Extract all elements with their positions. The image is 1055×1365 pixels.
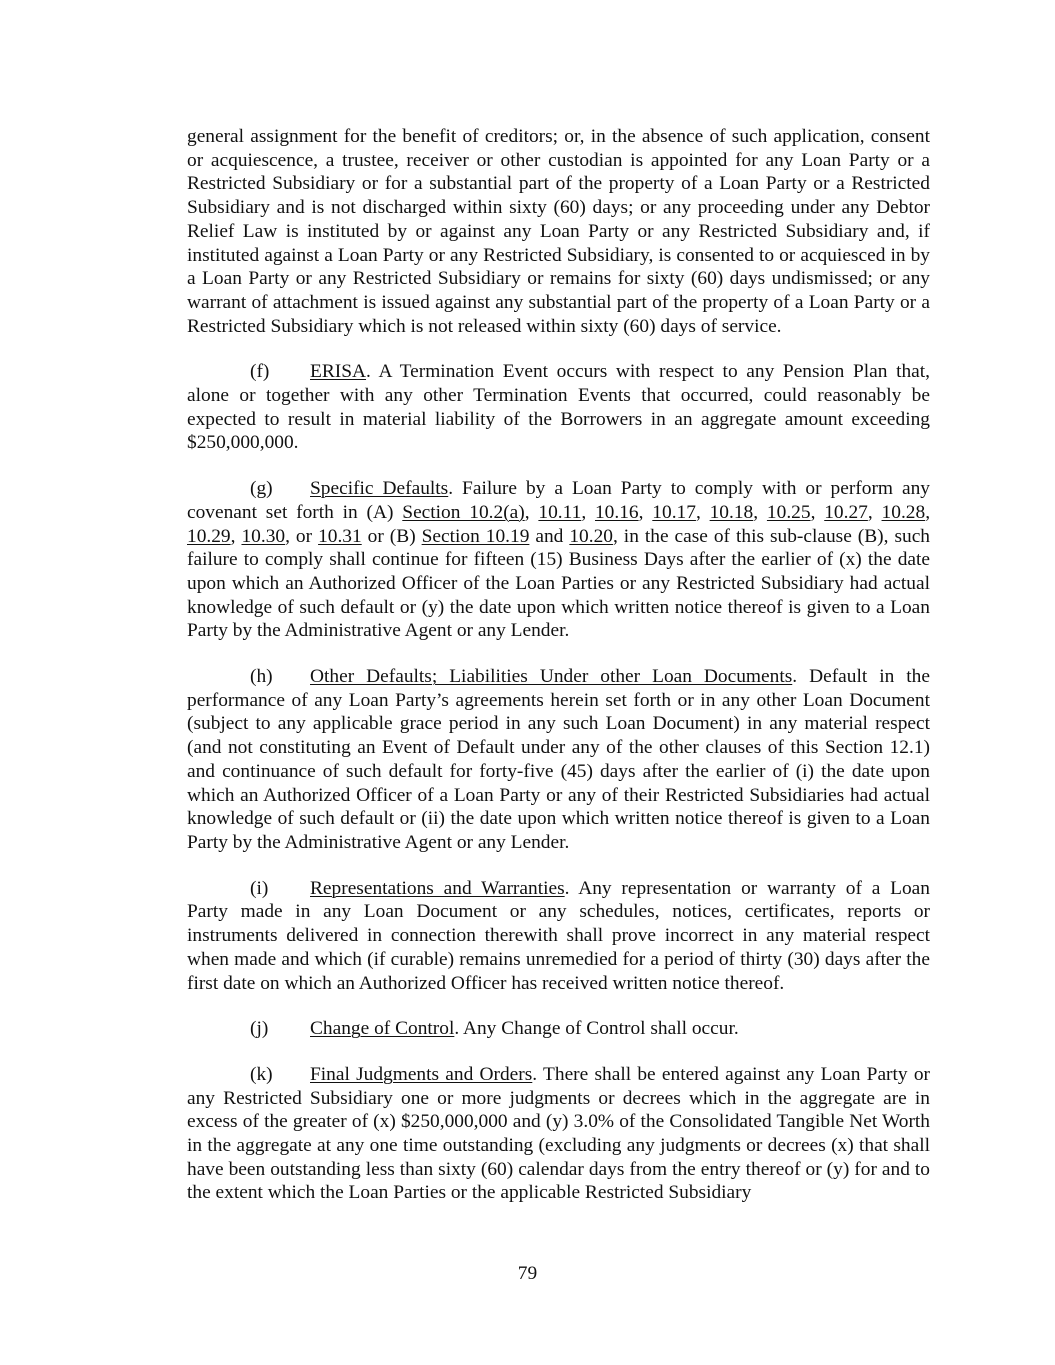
clause-j-text: . Any Change of Control shall occur. — [454, 1018, 739, 1040]
clause-f-text: . A Termination Event occurs with respect to any Pension Plan that, alone or together with any other Termination Events that occurred, could reasonably be expected to result in material liability of the Borrowers in an aggregate amount exceeding $250,000,000. — [187, 361, 930, 454]
clause-i-heading: Representations and Warranties — [310, 877, 565, 899]
section-ref: Section 10.19 — [421, 525, 530, 547]
clause-k — [187, 1063, 930, 1205]
clause-f-marker: (f) — [250, 361, 270, 383]
section-ref: 10.29 — [187, 525, 231, 547]
clause-i-marker: (i) — [250, 877, 269, 899]
section-ref: 10.20 — [569, 525, 613, 547]
section-ref: 10.31 — [318, 525, 362, 547]
clause-g-marker: (g) — [250, 478, 273, 500]
section-ref: Section 10.2(a) — [402, 501, 525, 523]
document-body — [187, 125, 930, 1205]
clause-h-heading: Other Defaults; Liabilities Under other Loan Documents — [310, 666, 793, 688]
section-ref: 10.16 — [594, 501, 639, 523]
clause-h — [187, 665, 930, 855]
clause-i — [187, 877, 930, 996]
section-ref: 10.25 — [766, 501, 811, 523]
page-number: 79 — [517, 1263, 538, 1284]
clause-i-text: . Any representation or warranty of a Loan Party made in any Loan Document or any schedules, notices, certificates, reports or instruments delivered in connection therewith shall prove incorrect in any material respect when made and which (if curable) remains unremedied for a period of thirty (30) days after the first date on which an Authorized Officer has received written notice thereof. — [187, 877, 930, 994]
clause-g: (g) Specific Defaults. Failure by a Loan Party to comply with or perform any covenant set forth in (A) Section 10.2(a), 10.11, 10.16, 10.17, 10.18, 10.25, 10.27, 10.28, 10.29, 10.30, or 10.31 or (B) Section 10.19 and 10.20, in the case of this sub-clause (B), such failure to comply shall continue for fifteen (15) Business Days after the earlier of (x) the date upon which an Authorized Officer of the Loan Parties or any Restricted Subsidiary had actual knowledge of such default or (y) the date upon which written notice thereof is given to a Loan Party by the Administrative Agent or any Lender. — [187, 478, 931, 642]
clause-f-heading: ERISA — [310, 361, 367, 383]
clause-j — [187, 1017, 930, 1041]
clause-j-heading: Change of Control — [310, 1018, 455, 1040]
section-ref: 10.17 — [652, 501, 696, 523]
section-ref: 10.18 — [709, 501, 754, 523]
clause-g-heading: Specific Defaults — [310, 478, 449, 500]
section-ref: 10.28 — [881, 501, 926, 523]
clause-k-heading: Final Judgments and Orders — [310, 1063, 533, 1085]
clause-j-marker: (j) — [250, 1018, 269, 1040]
intro-paragraph — [187, 125, 930, 338]
intro-text: general assignment for the benefit of creditors; or, in the absence of such application, consent or acquiescence, a trustee, receiver or other custodian is appointed for any Loan Party or a Restricted Subsidiary or for a substantial part of the property of a Loan Party or a Restricted Subsidiary and is not discharged within sixty (60) days; or any proceeding under any Debtor Relief Law is instituted by or against any Loan Party or any Restricted Subsidiary and, if instituted against a Loan Party or any Restricted Subsidiary, is consented to or acquiesced in by a Loan Party or any Restricted Subsidiary or remains for sixty (60) days undismissed; or any warrant of attachment is issued against any substantial part of the property of a Loan Party or a Restricted Subsidiary which is not released within sixty (60) days of service. — [187, 126, 930, 337]
section-ref: 10.11 — [538, 501, 582, 523]
clause-f — [187, 360, 930, 455]
clause-h-marker: (h) — [250, 666, 273, 688]
clause-g-text: . Failure by a Loan Party to comply with or perform any covenant set forth in (A) — [187, 478, 930, 523]
clause-k-marker: (k) — [250, 1063, 273, 1085]
section-ref: 10.27 — [824, 501, 868, 523]
clause-g-text-continued: , in the case of this sub-clause (B), such failure to comply shall continue for fifteen (15) Business Days after the earlier of (x) the date upon which an Authorized Officer of the Loan Parties or any Restricted Subsidiary had actual knowledge of such default or (y) the date upon which written notice thereof is given to a Loan Party by the Administrative Agent or any Lender. — [187, 525, 930, 642]
clause-h-text: . Default in the performance of any Loan Party’s agreements herein set forth or in any other Loan Document (subject to any applicable grace period in any such Loan Document) in any material respect (and not constituting an Event of Default under any of the other clauses of this Section 12.1) and continuance of such default for forty-five (45) days after the earlier of (i) the date upon which an Authorized Officer of a Loan Party or any of their Restricted Subsidiaries had actual knowledge of such default or (ii) the date upon which written notice thereof is given to a Loan Party by the Administrative Agent or any Lender. — [187, 666, 930, 853]
clause-k-text: . There shall be entered against any Loan Party or any Restricted Subsidiary one or more judgments or decrees which in the aggregate are in excess of the greater of (x) $250,000,000 and (y) 3.0% of the Consolidated Tangible Net Worth in the aggregate at any one time outstanding (excluding any judgments or decrees (x) that shall have been outstanding less than sixty (60) calendar days from the entry thereof or (y) for and to the extent which the Loan Parties or the applicable Restricted Subsidiary — [187, 1063, 930, 1204]
section-ref: 10.30 — [241, 525, 286, 547]
